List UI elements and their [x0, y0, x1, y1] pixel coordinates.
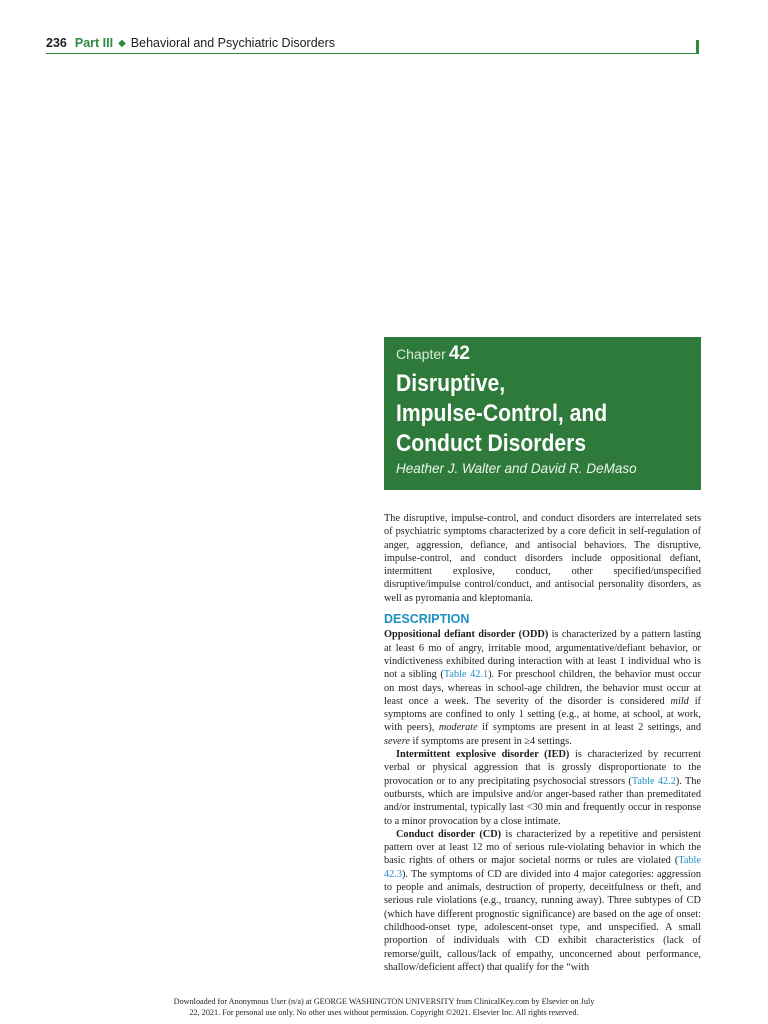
cd-text-b: ). The symptoms of CD are divided into 4 major categories: aggression to people and animals, destruction of property, deceitfulness or theft, and serious rule violations (e.g., truancy, running away). Three subtypes of CD (which have different prognostic significance) are based on the age of onset: childhood-onset type, adolescent-onset type, and unspecified. A small proportion of individuals with CD exhibit characteristics (lack of remorse/guilt, callous/lack of empathy, unconcerned about performance, shallow/deficient affect) that qualify for the “with — [384, 868, 701, 973]
odd-text-b: ). For preschool children, the behavior must occur on most days, whereas in school-age children, the behavior must occur at least once a week. The severity of the disorder is considered — [384, 669, 701, 707]
cd-text-a: is characterized by a repetitive and persistent pattern over at least 12 mo of serious rule-violating behavior in which the basic rights of others or major societal norms or rules are violated ( — [384, 828, 701, 867]
chapter-word: Chapter — [396, 346, 446, 362]
chapter-title-line-3: Conduct Disorders — [396, 430, 587, 457]
table-42-1-link[interactable]: Table 42.1 — [443, 669, 489, 681]
odd-text-e: if symptoms are present in ≥4 settings. — [409, 735, 572, 747]
odd-text-a: is characterized by a pattern lasting at least 6 mo of angry, irritable mood, argumentative/defiant behavior, or vindictiveness exhibited during interaction with at least 1 individual who is not a sibling ( — [384, 629, 702, 681]
odd-text-c: if symptoms are confined to only 1 setting (e.g., at home, at school, at work, with peers), — [384, 695, 701, 734]
chapter-title-box — [384, 337, 701, 490]
odd-severe: severe — [384, 735, 410, 747]
chapter-authors: Heather J. Walter and David R. DeMaso — [396, 461, 637, 476]
chapter-title-line-2: Impulse-Control, and — [396, 400, 608, 427]
running-header — [46, 36, 698, 54]
ied-text-a: is characterized by recurrent verbal or physical aggression that is grossly disproportionate to the provocation or to any precipitating psychosocial stressors ( — [384, 749, 701, 787]
part-label: Part III — [74, 36, 114, 50]
download-footer — [0, 997, 768, 1018]
odd-paragraph — [384, 628, 701, 748]
table-42-3-link[interactable]: Table 42.3 — [384, 855, 701, 880]
cd-term: Conduct disorder (CD) — [396, 828, 502, 840]
ied-term: Intermittent explosive disorder (IED) — [396, 749, 570, 761]
footer-line-1: Downloaded for Anonymous User (n/a) at GEORGE WASHINGTON UNIVERSITY from ClinicalKey.com by Elsevier on July — [173, 997, 595, 1006]
odd-moderate: moderate — [438, 722, 478, 734]
odd-text-d: if symptoms are present in at least 2 settings, and — [477, 722, 702, 734]
chapter-label — [396, 343, 689, 365]
description-heading: DESCRIPTION — [384, 612, 470, 627]
cd-paragraph — [384, 828, 701, 974]
chapter-title — [396, 369, 686, 459]
ied-paragraph — [384, 748, 701, 828]
body-text-column — [384, 512, 701, 974]
chapter-number: 42 — [448, 343, 470, 364]
diamond-separator-icon: ◆ — [118, 38, 126, 49]
page-number: 236 — [46, 36, 67, 50]
header-rule-tick — [696, 40, 699, 54]
header-rule — [46, 53, 698, 54]
odd-mild: mild — [670, 695, 689, 707]
footer-line-2: 22, 2021. For personal use only. No other uses without permission. Copyright ©2021. Elsevier Inc. All rights reserved. — [189, 1007, 579, 1017]
odd-term: Oppositional defiant disorder (ODD) — [384, 629, 549, 641]
section-title: Behavioral and Psychiatric Disorders — [130, 36, 336, 50]
intro-paragraph: The disruptive, impulse-control, and conduct disorders are interrelated sets of psychiatric symptoms characterized by a core deficit in self-regulation of anger, aggression, defiance, and antisocial behaviors. The disruptive, impulse-control, and conduct disorders include oppositional defiant, intermittent explosive, conduct, other specified/unspecified disruptive/impulse control/conduct, and antisocial personality disorders, as well as pyromania and kleptomania. — [384, 513, 701, 604]
table-42-2-link[interactable]: Table 42.2 — [631, 775, 676, 787]
ied-text-b: ). The outbursts, which are impulsive and/or anger-based rather than premeditated and/or instrumental, typically last <30 min and frequently occur in response to a minor provocation by a close intimate. — [384, 775, 701, 827]
chapter-title-line-1: Disruptive, — [396, 370, 506, 397]
